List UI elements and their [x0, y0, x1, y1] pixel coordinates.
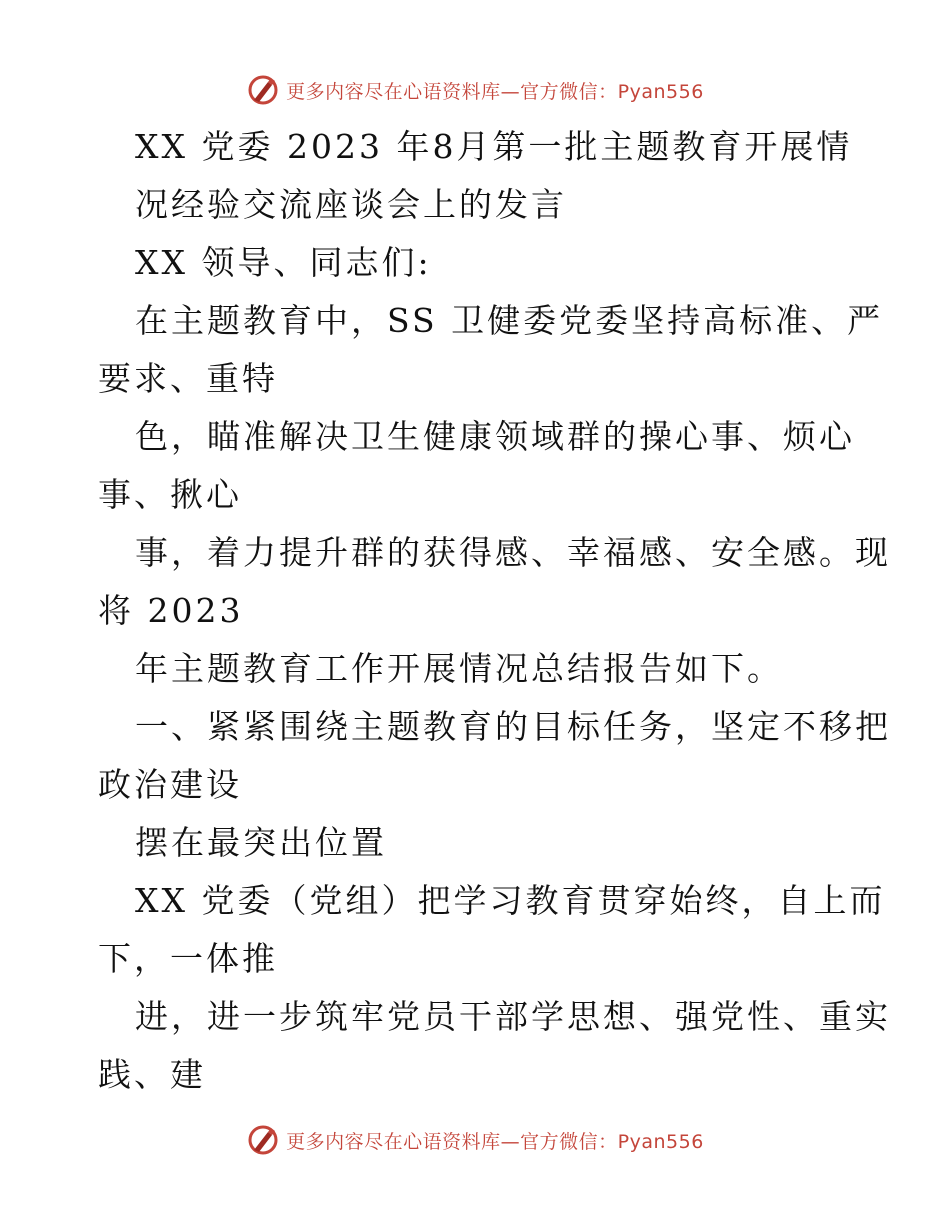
text-line: 在主题教育中，SS 卫健委党委坚持高标准、严 — [135, 301, 884, 340]
text-line: XX 党委 2023 年8月第一批主题教育开展情 — [135, 127, 853, 166]
text-line: 践、建 — [98, 1055, 206, 1094]
text-line: 事，着力提升群的获得感、幸福感、安全感。现 — [135, 533, 891, 572]
text-line: 况经验交流座谈会上的发言 — [135, 185, 567, 224]
header-watermark — [0, 70, 950, 110]
text-line: XX 领导、同志们: — [135, 243, 432, 282]
text-line: 政治建设 — [98, 765, 242, 804]
text-line: 进，进一步筑牢党员干部学思想、强党性、重实 — [135, 997, 891, 1036]
document-body — [98, 118, 891, 1104]
text-line: 要求、重特 — [98, 359, 278, 398]
text-line: 下，一体推 — [98, 939, 278, 978]
header-watermark-text: 更多内容尽在心语资料库—官方微信：Pyan556 — [286, 80, 704, 103]
text-line: 年主题教育工作开展情况总结报告如下。 — [135, 649, 783, 688]
footer-watermark-text: 更多内容尽在心语资料库—官方微信：Pyan556 — [286, 1130, 704, 1153]
text-line: 将 2023 — [98, 591, 244, 630]
footer-watermark — [0, 1120, 950, 1160]
pen-logo-icon — [246, 73, 280, 107]
text-line: 摆在最突出位置 — [135, 823, 387, 862]
text-line: 一、紧紧围绕主题教育的目标任务，坚定不移把 — [135, 707, 891, 746]
text-line: XX 党委（党组）把学习教育贯穿始终，自上而 — [135, 881, 886, 920]
text-line: 事、揪心 — [98, 475, 242, 514]
text-line: 色，瞄准解决卫生健康领域群的操心事、烦心 — [135, 417, 855, 456]
pen-logo-icon — [246, 1123, 280, 1157]
